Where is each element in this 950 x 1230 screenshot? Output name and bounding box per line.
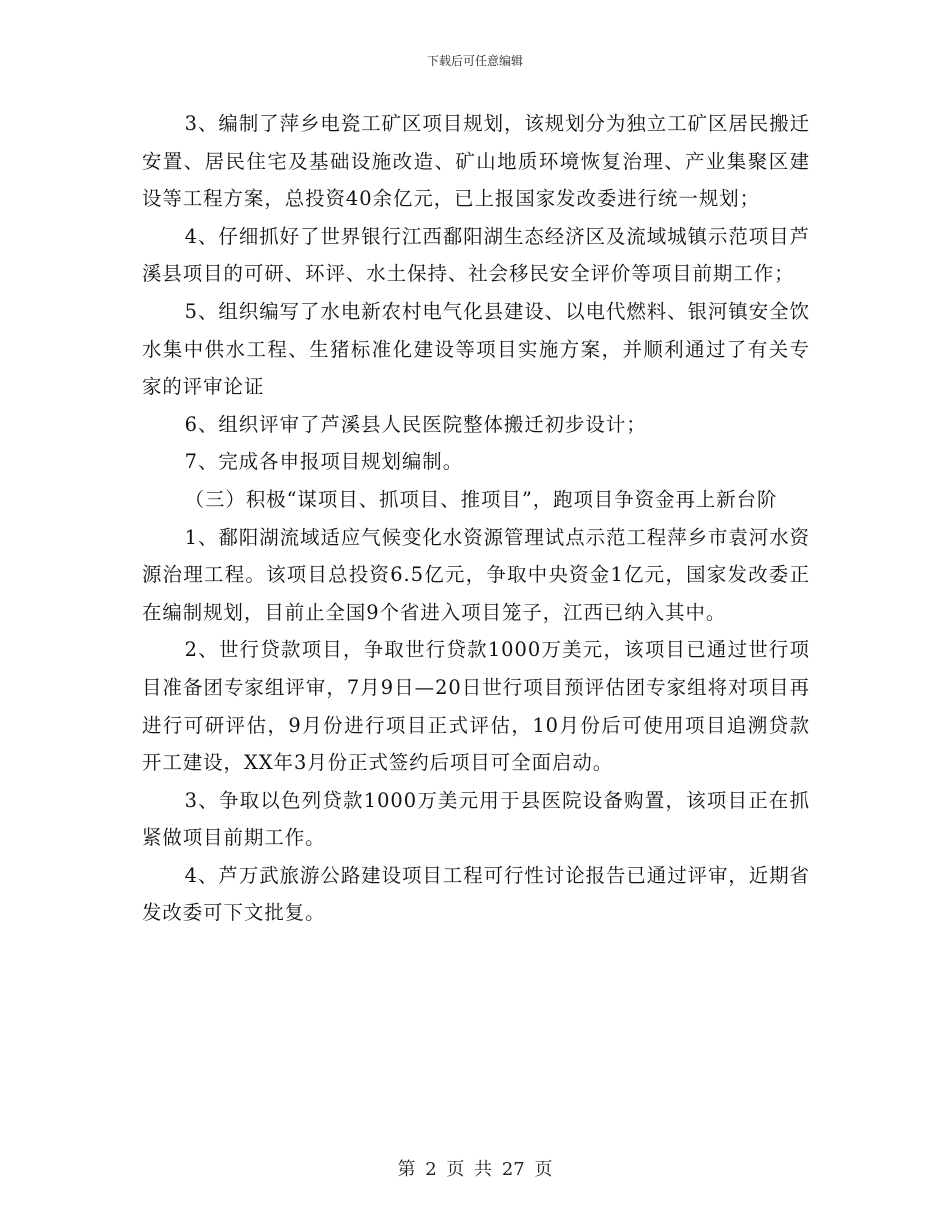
paragraph-item-3-plan: 3、编制了萍乡电瓷工矿区项目规划，该规划分为独立工矿区居民搬迁安置、居民住宅及基础设施改造、矿山地质环境恢复治理、产业集聚区建设等工程方案，总投资40余亿元，已上报国家发改委进行统一规划； bbox=[142, 112, 810, 211]
paragraph-item-4-worldbank: 4、仔细抓好了世界银行江西鄱阳湖生态经济区及流域城镇示范项目芦溪县项目的可研、环评、水土保持、社会移民安全评价等项目前期工作； bbox=[142, 224, 810, 286]
page-footer: 第 2 页 共 27 页 bbox=[397, 1159, 553, 1180]
paragraph-item-3-israel-loan: 3、争取以色列贷款1000万美元用于县医院设备购置，该项目正在抓紧做项目前期工作。 bbox=[142, 788, 810, 850]
paragraph-item-7-planning: 7、完成各申报项目规划编制。 bbox=[184, 450, 464, 474]
page-header: 下载后可任意编辑 bbox=[426, 54, 523, 68]
document-body bbox=[142, 105, 810, 932]
paragraph-item-6-hospital: 6、组织评审了芦溪县人民医院整体搬迁初步设计； bbox=[184, 412, 647, 436]
section-heading-3: （三）积极“谋项目、抓项目、推项目”，跑项目争资金再上新台阶 bbox=[184, 487, 778, 511]
paragraph-item-2-loan: 2、世行贷款项目，争取世行贷款1000万美元，该项目已通过世行项目准备团专家组评审，7月9日—20日世行项目预评估团专家组将对项目再进行可研评估，9月份进行项目正式评估，10月份后可使用项目追溯贷款开工建设，XX年3月份正式签约后项目可全面启动。 bbox=[142, 638, 810, 775]
paragraph-item-1-water: 1、鄱阳湖流域适应气候变化水资源管理试点示范工程萍乡市袁河水资源治理工程。该项目总投资6.5亿元，争取中央资金1亿元，国家发改委正在编制规划，目前止全国9个省进入项目笼子，江西已纳入其中。 bbox=[142, 525, 810, 624]
paragraph-item-4-highway: 4、芦万武旅游公路建设项目工程可行性讨论报告已通过评审，近期省发改委可下文批复。 bbox=[142, 863, 810, 925]
paragraph-item-5-schemes: 5、组织编写了水电新农村电气化县建设、以电代燃料、银河镇安全饮水集中供水工程、生猪标准化建设等项目实施方案，并顺利通过了有关专家的评审论证 bbox=[142, 299, 810, 399]
